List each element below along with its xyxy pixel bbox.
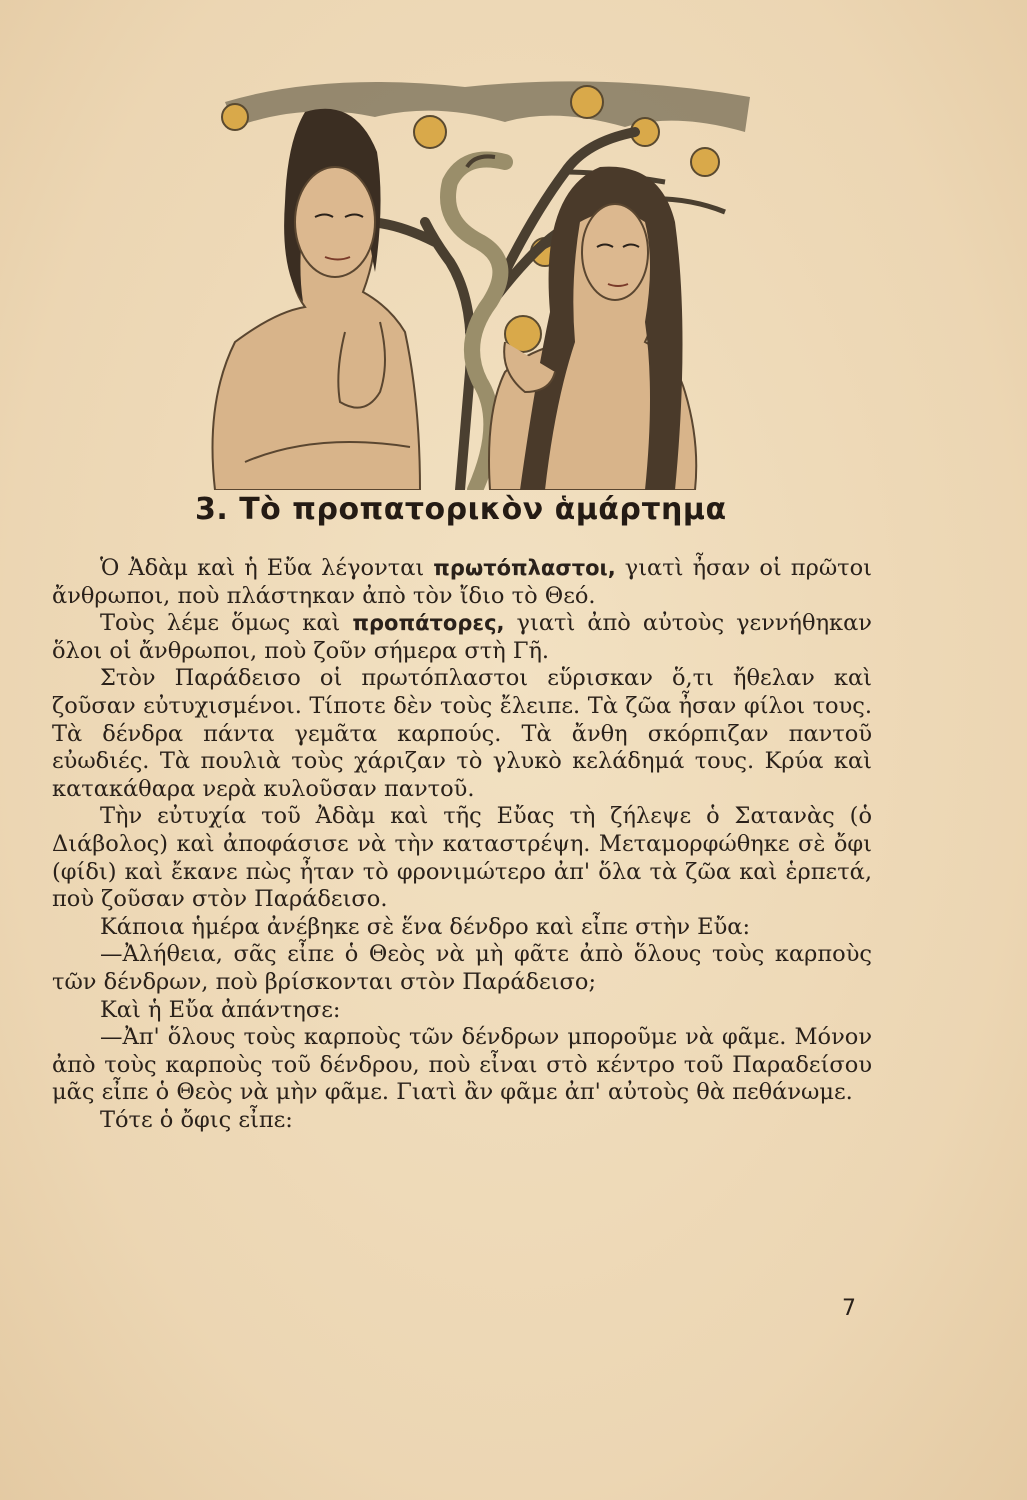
dialog-line: —Ἀλήθεια, σᾶς εἶπε ὁ Θεὸς νὰ μὴ φᾶτε ἀπὸ ὅλους τοὺς καρποὺς τῶν δένδρων, ποὺ βρίσκονται στὸν Παράδεισο; <box>52 941 872 995</box>
bold-term: πρωτόπλαστοι, <box>433 556 616 580</box>
paragraph: Καὶ ἡ Εὔα ἀπάντησε: <box>100 996 341 1023</box>
paragraph: Στὸν Παράδεισο οἱ πρωτόπλαστοι εὕρισκαν ὅ,τι ἤθελαν καὶ ζοῦσαν εὐτυχισμένοι. Τίποτε δὲν τοὺς ἔλειπε. Τὰ ζῶα ἦσαν φίλοι τους. Τὰ δένδρα πάντα γεμᾶτα καρπούς. Τὰ ἄνθη σκόρπιζαν παντοῦ εὐωδιές. Τὰ πουλιὰ τοὺς χάριζαν τὸ γλυκὸ κελάδημά τους. Κρύα καὶ κατακάθαρα νερὰ κυλοῦσαν παντοῦ. <box>52 665 872 802</box>
paragraph-text: Ὁ Ἀδὰμ καὶ ἡ Εὔα λέγονται <box>100 555 434 581</box>
body-text <box>52 555 872 1134</box>
paragraph: Κάποια ἡμέρα ἀνέβηκε σὲ ἕνα δένδρο καὶ εἶπε στὴν Εὔα: <box>100 913 751 940</box>
paragraph: Τότε ὁ ὄφις εἶπε: <box>100 1106 293 1133</box>
paragraph-text: γιατὶ ἀπὸ αὐτοὺς γεννήθηκαν ὅλοι οἱ ἄνθρωποι, ποὺ ζοῦν σήμερα στὴ Γῆ. <box>52 610 872 664</box>
paragraph: Τὴν εὐτυχία τοῦ Ἀδὰμ καὶ τῆς Εὔας τὴ ζήλεψε ὁ Σατανὰς (ὁ Διάβολος) καὶ ἀποφάσισε νὰ τὴν καταστρέψη. Μεταμορφώθηκε σὲ ὄφι (φίδι) καὶ ἔκανε πὼς ἦταν τὸ φρονιμώτερο ἀπ' ὅλα τὰ ζῶα καὶ ἑρπετά, ποὺ ζοῦσαν στὸν Παράδεισο. <box>52 803 872 913</box>
page-number: 7 <box>842 1296 856 1321</box>
bold-term: προπάτορες, <box>352 611 505 636</box>
adam-eve-serpent-tree-icon <box>205 72 765 490</box>
paragraph <box>52 555 872 610</box>
dialog-line: —Ἀπ' ὅλους τοὺς καρποὺς τῶν δένδρων μποροῦμε νὰ φᾶμε. Μόνον ἀπὸ τοὺς καρποὺς τοῦ δένδρου, ποὺ εἶναι στὸ κέντρο τοῦ Παραδείσου μᾶς εἶπε ὁ Θεὸς νὰ μὴν φᾶμε. Γιατὶ ἂν φᾶμε ἀπ' αὐτοὺς θὰ πεθάνωμε. <box>52 1024 872 1106</box>
paragraph-text: γιατὶ ἦσαν οἱ πρῶτοι ἄνθρωποι, ποὺ πλάστηκαν ἀπὸ τὸν ἴδιο τὸ Θεό. <box>52 555 872 609</box>
adam-eve-illustration <box>205 72 765 490</box>
paragraph-text: Τοὺς λέμε ὅμως καὶ <box>100 610 353 637</box>
paragraph <box>52 610 872 665</box>
chapter-title: 3. Τὸ προπατορικὸν ἁμάρτημα <box>195 492 727 527</box>
